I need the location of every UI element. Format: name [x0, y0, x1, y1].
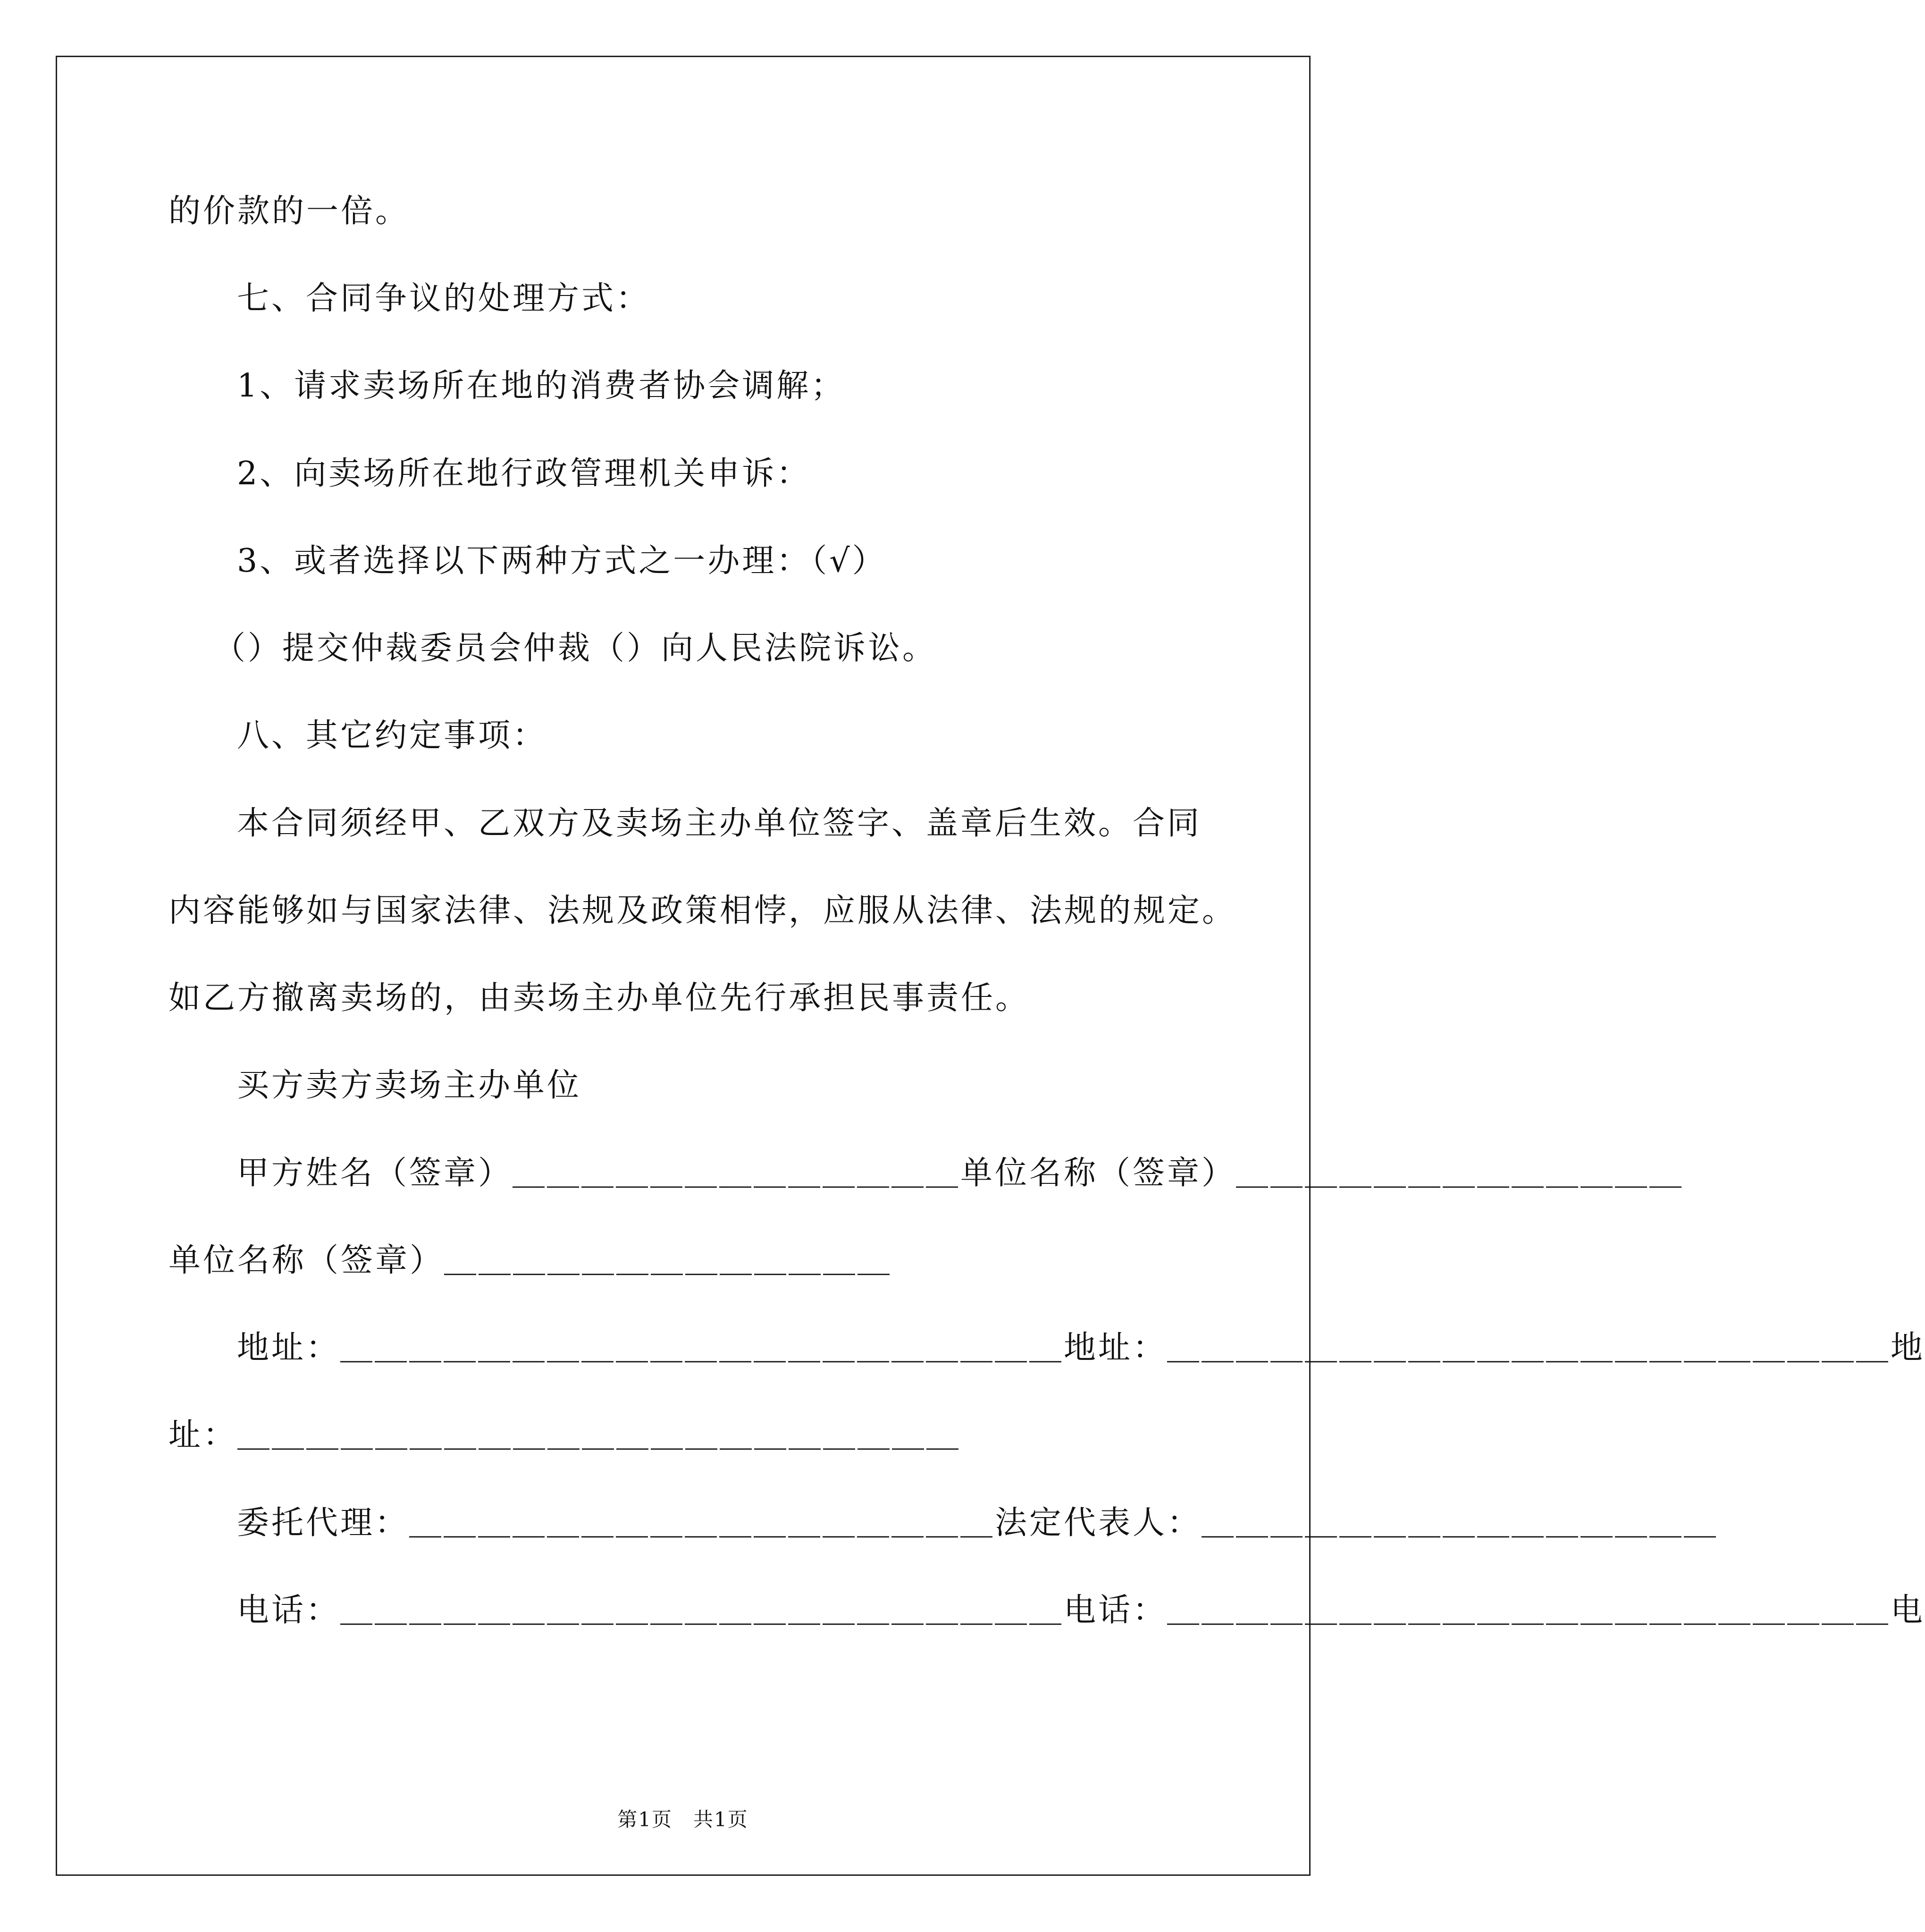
- page-number-footer: 第1页 共1页: [617, 1808, 748, 1831]
- paragraph-line: 本合同须经甲、乙双方及卖场主办单位签字、盖章后生效。合同: [237, 805, 1202, 842]
- list-item: 3、或者选择以下两种方式之一办理：（√）: [237, 542, 887, 580]
- list-item: 2、向卖场所在地行政管理机关申诉：: [237, 455, 811, 492]
- paragraph-line: 内容能够如与国家法律、法规及政策相悖，应服从法律、法规的规定。: [168, 892, 1237, 929]
- signature-header: 买方卖方卖场主办单位: [237, 1067, 582, 1104]
- address-field-line: 地址：＿＿＿＿＿＿＿＿＿＿＿＿＿＿＿＿＿＿＿＿＿地址：＿＿＿＿＿＿＿＿＿＿＿＿＿＿＿＿＿＿＿＿＿地: [237, 1329, 1925, 1367]
- address-field-line: 址：＿＿＿＿＿＿＿＿＿＿＿＿＿＿＿＿＿＿＿＿＿: [168, 1417, 961, 1454]
- section-heading: 八、其它约定事项：: [237, 717, 547, 754]
- list-item: 1、请求卖场所在地的消费者协会调解；: [237, 367, 846, 405]
- paragraph-line: 如乙方撤离卖场的，由卖场主办单位先行承担民事责任。: [168, 979, 1030, 1017]
- text-line: 的价款的一倍。: [168, 193, 410, 230]
- signature-field-line: 甲方姓名（签章）＿＿＿＿＿＿＿＿＿＿＿＿＿单位名称（签章）＿＿＿＿＿＿＿＿＿＿＿＿＿: [237, 1155, 1684, 1192]
- section-heading: 七、合同争议的处理方式：: [237, 280, 651, 317]
- option-line: （）提交仲裁委员会仲裁（）向人民法院诉讼。: [213, 630, 937, 667]
- phone-field-line: 电话：＿＿＿＿＿＿＿＿＿＿＿＿＿＿＿＿＿＿＿＿＿电话：＿＿＿＿＿＿＿＿＿＿＿＿＿＿＿＿＿＿＿＿＿电: [237, 1592, 1925, 1629]
- agent-field-line: 委托代理：＿＿＿＿＿＿＿＿＿＿＿＿＿＿＿＿＿法定代表人：＿＿＿＿＿＿＿＿＿＿＿＿＿＿＿: [237, 1504, 1719, 1542]
- signature-field-line: 单位名称（签章）＿＿＿＿＿＿＿＿＿＿＿＿＿: [168, 1242, 892, 1279]
